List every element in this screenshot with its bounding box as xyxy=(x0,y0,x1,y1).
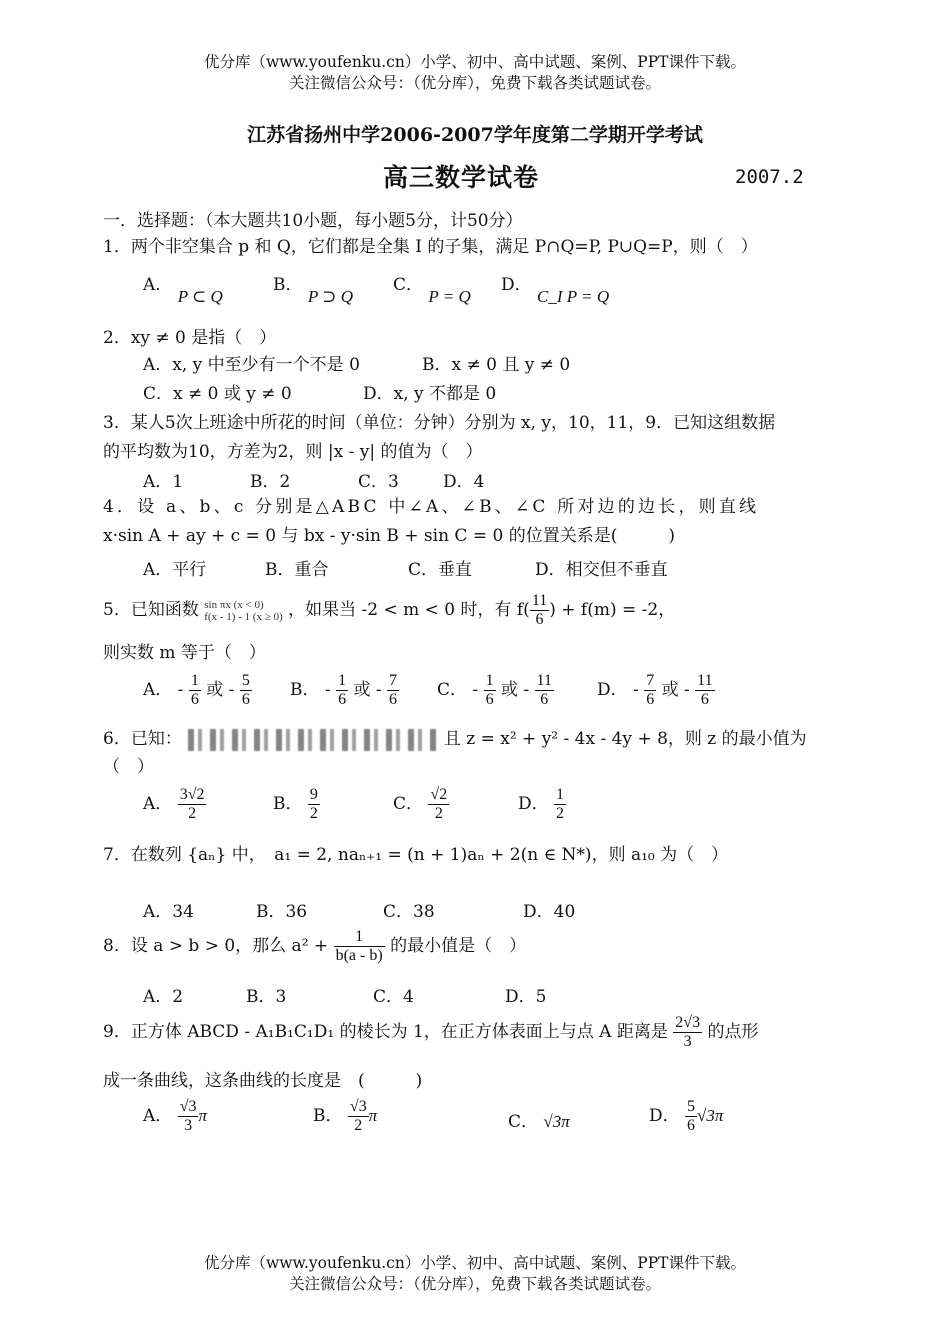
q5-option-a-label: A． xyxy=(143,680,173,700)
q5-option-a: A． - $\frac{1}{6}$ 或 - $\frac{5}{6}$ xyxy=(143,672,250,708)
q1-option-a-math: P ⊂ Q xyxy=(177,287,223,306)
q6-option-b-label: B． xyxy=(273,794,303,814)
q8-option-d: D．5 xyxy=(505,987,547,1007)
q8-fraction xyxy=(334,928,385,965)
q9-d-tail: √3π xyxy=(697,1106,724,1125)
question-6-stem-line2: （ ） xyxy=(103,757,154,777)
question-1-stem: 1．两个非空集合 p 和 Q，它们都是全集 I 的子集，满足 P∩Q=P, P∪Q=P，则（ ） xyxy=(103,237,758,257)
q5-b-frac2-num: 7 xyxy=(389,672,398,689)
q1-option-c-math: P = Q xyxy=(428,287,471,306)
q9-b-pi: π xyxy=(368,1106,378,1125)
q7-option-d: D．40 xyxy=(523,902,576,922)
q5-d-frac1 xyxy=(644,672,656,709)
question-2-stem: 2．xy ≠ 0 是指（ ） xyxy=(103,328,277,348)
question-4-stem-line2: x·sin A + ay + c = 0 与 bx - y·sin B + sin C = 0 的位置关系是( ) xyxy=(103,526,675,546)
q6-b-frac xyxy=(308,786,320,823)
q4-option-a: A．平行 xyxy=(143,560,207,580)
page-footer-line2: 关注微信公众号：（优分库），免费下载各类试题试卷。 xyxy=(288,1275,661,1293)
q5-d-or: 或 xyxy=(661,680,679,700)
q5-a-frac2-den: 6 xyxy=(241,691,250,708)
q6-option-c xyxy=(393,786,449,823)
q9-d-frac-den: 6 xyxy=(687,1117,696,1134)
q5-option-d: D． - $\frac{7}{6}$ 或 - $\frac{11}{6}$ xyxy=(597,672,713,708)
q9-a-pi: π xyxy=(198,1106,207,1125)
q8-stem-post: 的最小值是（ ） xyxy=(390,936,527,956)
question-3-stem-line1: 3．某人5次上班途中所花的时间（单位：分钟）分别为 x, y，10，11，9．已知这组数据 xyxy=(103,413,776,433)
q5-option-b: B． - $\frac{1}{6}$ 或 - $\frac{7}{6}$ xyxy=(290,672,398,708)
q5-option-b-label: B． xyxy=(290,680,320,700)
q9-b-frac-num: √3 xyxy=(349,1098,367,1115)
q9-d-frac-num: 5 xyxy=(687,1098,696,1115)
q4-option-d: D．相交但不垂直 xyxy=(535,560,668,580)
q1-option-b-math: P ⊃ Q xyxy=(307,287,354,306)
q9-option-c xyxy=(508,1107,570,1132)
exam-subtitle: 高三数学试卷 xyxy=(383,163,540,192)
q1-option-c xyxy=(393,270,471,306)
q9-option-a xyxy=(143,1098,207,1135)
page-header-line1: 优分库（www.youfenku.cn）小学、初中、高中试题、案例、PPT课件下载。 xyxy=(203,53,747,71)
question-6-stem-line1 xyxy=(103,724,807,751)
q6-d-frac xyxy=(554,786,566,823)
q5-fraction-num: 11 xyxy=(531,592,548,609)
q6-c-frac-den: 2 xyxy=(434,805,443,822)
q9-stem-pre: 9．正方体 ABCD - A₁B₁C₁D₁ 的棱长为 1，在正方体表面上与点 A 距离是 xyxy=(103,1022,668,1042)
q1-option-b xyxy=(273,270,354,306)
q5-b-frac1-num: 1 xyxy=(338,672,347,689)
q8-fraction-num: 1 xyxy=(334,928,385,947)
question-5-stem-line2: 则实数 m 等于（ ） xyxy=(103,643,266,663)
q5-d-frac1-num: 7 xyxy=(646,672,655,689)
q5-a-frac1 xyxy=(189,672,201,709)
question-3-stem-line2: 的平均数为10，方差为2，则 |x - y| 的值为（ ） xyxy=(103,442,483,462)
q2-option-d: D．x, y 不都是 0 xyxy=(363,384,497,404)
q5-a-frac2 xyxy=(240,672,252,709)
q8-option-b: B．3 xyxy=(246,987,287,1007)
q7-option-b: B．36 xyxy=(256,902,308,922)
q7-option-a: A．34 xyxy=(143,902,194,922)
exam-title: 江苏省扬州中学2006-2007学年度第二学期开学考试 xyxy=(247,124,703,146)
question-4-stem-line1: 4．设 a、b、c 分别是△ABC 中∠A、∠B、∠C 所对边的边长，则直线 xyxy=(103,497,760,517)
section-heading: 一．选择题：（本大题共10小题，每小题5分，计50分） xyxy=(103,211,523,231)
q9-a-frac-den: 3 xyxy=(184,1117,193,1134)
q6-option-b xyxy=(273,786,320,823)
q5-b-or: 或 xyxy=(353,680,371,700)
q6-c-frac xyxy=(428,786,449,823)
q5-stem-pre: 5．已知函数 xyxy=(103,600,199,620)
exam-date: 2007.2 xyxy=(735,166,804,188)
q9-a-frac xyxy=(178,1098,199,1135)
question-7-stem: 7．在数列 {aₙ} 中， a₁ = 2, naₙ₊₁ = (n + 1)aₙ + 2(n ∈ N*)，则 a₁₀ 为（ ） xyxy=(103,845,729,865)
q6-stem-post: 且 z = x² + y² - 4x - 4y + 8，则 z 的最小值为 xyxy=(443,729,807,749)
q5-option-d-label: D． xyxy=(597,680,628,700)
q1-option-c-label: C． xyxy=(393,275,424,295)
q5-b-frac2 xyxy=(387,672,399,709)
q4-option-b: B．重合 xyxy=(265,560,329,580)
q5-c-frac2-num: 11 xyxy=(536,672,552,689)
q8-option-c: C．4 xyxy=(373,987,414,1007)
q5-fraction xyxy=(530,592,549,629)
q5-option-c-label: C． xyxy=(437,680,468,700)
q8-option-a: A．2 xyxy=(143,987,184,1007)
q5-c-frac1 xyxy=(484,672,496,709)
q6-c-frac-num: √2 xyxy=(430,786,448,803)
q5-c-or: 或 xyxy=(500,680,518,700)
q5-fraction-den: 6 xyxy=(535,611,544,628)
q5-c-frac1-den: 6 xyxy=(485,691,494,708)
question-8-stem xyxy=(103,928,526,965)
q3-option-b: B．2 xyxy=(250,472,291,492)
q5-b-frac1-den: 6 xyxy=(338,691,347,708)
q5-b-frac2-den: 6 xyxy=(389,691,398,708)
q6-a-frac-den: 2 xyxy=(188,805,197,822)
q9-stem-post: 的点形 xyxy=(707,1022,759,1042)
q1-option-b-label: B． xyxy=(273,275,303,295)
q6-option-a-label: A． xyxy=(143,794,173,814)
q8-stem-pre: 8．设 a > b > 0，那么 a² + xyxy=(103,936,329,956)
q6-option-d xyxy=(518,786,566,823)
q7-option-c: C．38 xyxy=(383,902,435,922)
q9-option-a-label: A． xyxy=(143,1106,173,1126)
q6-b-frac-den: 2 xyxy=(309,805,318,822)
q9-option-b-label: B． xyxy=(313,1106,343,1126)
q3-option-a: A．1 xyxy=(143,472,184,492)
q9-option-d xyxy=(649,1098,723,1135)
q2-option-a: A．x, y 中至少有一个不是 0 xyxy=(143,355,360,375)
q2-option-b: B．x ≠ 0 且 y ≠ 0 xyxy=(422,355,571,375)
q1-option-d-math: C_I P = Q xyxy=(537,287,610,306)
q6-b-frac-num: 9 xyxy=(309,786,318,803)
q5-piecewise-function xyxy=(204,599,282,623)
q5-option-c: C． - $\frac{1}{6}$ 或 - $\frac{11}{6}$ xyxy=(437,672,552,708)
q6-d-frac-den: 2 xyxy=(556,805,565,822)
q5-piece-top: sin πx (x < 0) xyxy=(204,598,264,611)
q3-option-d: D．4 xyxy=(443,472,485,492)
question-9-stem-line2: 成一条曲线，这条曲线的长度是 ( ) xyxy=(103,1071,423,1091)
q5-a-frac2-num: 5 xyxy=(241,672,250,689)
q5-c-frac2-den: 6 xyxy=(540,691,549,708)
page-header-line2: 关注微信公众号：（优分库），免费下载各类试题试卷。 xyxy=(288,74,661,92)
q5-a-frac1-den: 6 xyxy=(190,691,199,708)
q1-option-a-label: A． xyxy=(143,275,173,295)
q5-stem-mid: ，如果当 -2 < m < 0 时，有 f( xyxy=(288,600,530,620)
q9-b-frac-den: 2 xyxy=(354,1117,363,1134)
q6-stem-pre: 6．已知： xyxy=(103,729,182,749)
q5-d-frac2-den: 6 xyxy=(700,691,709,708)
q6-constraint-image xyxy=(188,729,438,751)
q9-option-c-label: C． xyxy=(508,1112,539,1132)
q9-fraction-num: 2√3 xyxy=(675,1014,701,1031)
q8-fraction-den: b(a - b) xyxy=(335,947,383,964)
q5-a-frac1-num: 1 xyxy=(190,672,199,689)
q5-b-frac1 xyxy=(336,672,348,709)
question-5-stem-line1 xyxy=(103,592,675,629)
q6-option-a xyxy=(143,786,206,823)
q5-piece-bottom: f(x - 1) - 1 (x ≥ 0) xyxy=(204,610,283,623)
q4-option-c: C．垂直 xyxy=(408,560,473,580)
question-9-stem-line1 xyxy=(103,1014,758,1051)
q5-a-or: 或 xyxy=(206,680,224,700)
page-footer-line1: 优分库（www.youfenku.cn）小学、初中、高中试题、案例、PPT课件下载。 xyxy=(203,1254,747,1272)
q1-option-a xyxy=(143,270,223,306)
q9-fraction xyxy=(673,1014,702,1051)
q3-option-c: C．3 xyxy=(358,472,399,492)
q5-c-frac1-num: 1 xyxy=(485,672,494,689)
q6-d-frac-num: 1 xyxy=(556,786,565,803)
q9-c-value: √3π xyxy=(543,1112,570,1131)
q9-option-b xyxy=(313,1098,377,1135)
q5-d-frac2-num: 11 xyxy=(697,672,713,689)
q9-fraction-den: 3 xyxy=(683,1033,692,1050)
q5-stem-post: ) + f(m) = -2， xyxy=(549,600,676,620)
q5-d-frac1-den: 6 xyxy=(646,691,655,708)
q9-option-d-label: D． xyxy=(649,1106,680,1126)
q9-a-frac-num: √3 xyxy=(179,1098,197,1115)
q6-a-frac xyxy=(178,786,207,823)
q9-b-frac xyxy=(348,1098,369,1135)
q5-c-frac2 xyxy=(535,672,554,709)
q6-a-frac-num: 3√2 xyxy=(179,786,205,803)
q2-option-c: C．x ≠ 0 或 y ≠ 0 xyxy=(143,384,292,404)
q5-d-frac2 xyxy=(695,672,714,709)
q1-option-d-label: D． xyxy=(501,275,532,295)
q6-option-c-label: C． xyxy=(393,794,424,814)
q9-d-frac xyxy=(685,1098,697,1135)
q1-option-d xyxy=(501,270,610,306)
q6-option-d-label: D． xyxy=(518,794,549,814)
